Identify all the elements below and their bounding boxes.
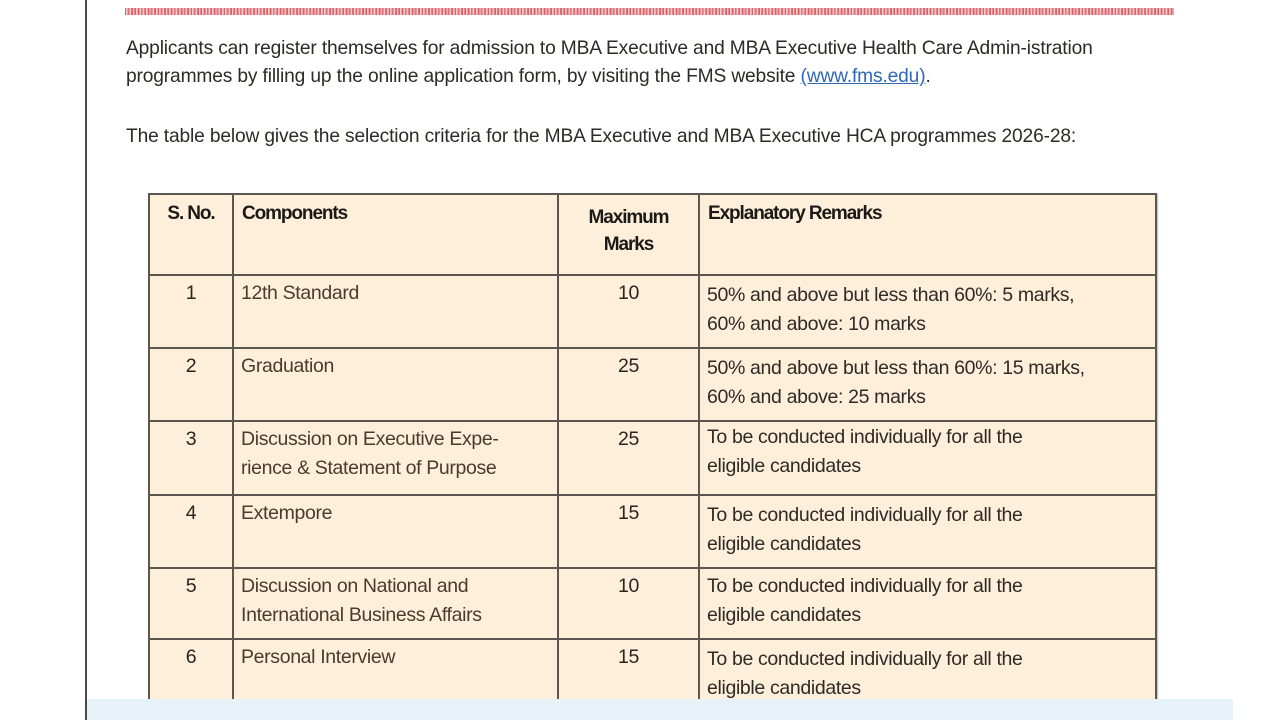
table-row	[149, 421, 1156, 495]
cell-component: Personal Interview	[233, 639, 558, 713]
remarks-line: To be conducted individually for all the	[707, 575, 1023, 597]
remarks-line: 50% and above but less than 60%: 15 marks,	[707, 357, 1085, 379]
header-max-marks	[558, 194, 699, 275]
fms-website-link[interactable]: (www.fms.edu)	[800, 66, 926, 87]
cell-component: Extempore	[233, 495, 558, 568]
remarks-line: 50% and above but less than 60%: 5 marks,	[707, 284, 1075, 306]
cell-sno: 1	[149, 275, 233, 348]
remarks-line: 60% and above: 10 marks	[707, 313, 926, 335]
cell-max-marks: 10	[558, 568, 699, 639]
table-row	[149, 495, 1156, 568]
cell-remarks	[699, 568, 1156, 639]
cell-max-marks: 25	[558, 421, 699, 495]
component-line: Discussion on National and	[241, 575, 469, 597]
next-section-band	[87, 699, 1233, 720]
remarks-line: 60% and above: 25 marks	[707, 386, 926, 408]
cell-max-marks: 10	[558, 275, 699, 348]
remarks-line: To be conducted individually for all the	[707, 648, 1023, 670]
cell-sno: 3	[149, 421, 233, 495]
header-components: Components	[233, 194, 558, 275]
cell-sno: 2	[149, 348, 233, 421]
header-remarks: Explanatory Remarks	[699, 194, 1156, 275]
selection-criteria-table	[148, 193, 1157, 714]
remarks-line: To be conducted individually for all the	[707, 504, 1023, 526]
cell-remarks	[699, 495, 1156, 568]
header-max-marks-line1: Maximum	[588, 207, 669, 228]
remarks-line: eligible candidates	[707, 604, 861, 626]
page-left-border	[85, 0, 87, 720]
component-line: Discussion on Executive Expe-	[241, 428, 499, 450]
remarks-line: eligible candidates	[707, 677, 861, 699]
cell-component: Graduation	[233, 348, 558, 421]
table-row	[149, 348, 1156, 421]
cell-max-marks: 15	[558, 495, 699, 568]
cell-sno: 4	[149, 495, 233, 568]
remarks-line: eligible candidates	[707, 455, 861, 477]
table-row	[149, 568, 1156, 639]
component-line: International Business Affairs	[241, 604, 482, 626]
cell-component: 12th Standard	[233, 275, 558, 348]
cell-component	[233, 421, 558, 495]
cell-sno: 5	[149, 568, 233, 639]
table-intro-paragraph: The table below gives the selection criteria for the MBA Executive and MBA Executive HCA programmes 2026-28:	[126, 126, 1077, 147]
cell-max-marks: 15	[558, 639, 699, 713]
cell-sno: 6	[149, 639, 233, 713]
section-divider-rule	[125, 8, 1174, 15]
table-row	[149, 275, 1156, 348]
cell-remarks	[699, 348, 1156, 421]
table-header-row	[149, 194, 1156, 275]
component-line: rience & Statement of Purpose	[241, 457, 497, 479]
registration-paragraph	[126, 35, 1171, 91]
remarks-line: eligible candidates	[707, 533, 861, 555]
registration-text-end: .	[925, 66, 931, 87]
remarks-line: To be conducted individually for all the	[707, 426, 1023, 448]
cell-max-marks: 25	[558, 348, 699, 421]
cell-component	[233, 568, 558, 639]
header-sno: S. No.	[149, 194, 233, 275]
cell-remarks	[699, 421, 1156, 495]
registration-text: Applicants can register themselves for admission to MBA Executive and MBA Executive Health Care Admin-istration programmes by filling up the online application form, by visiting the FMS website	[126, 38, 1093, 87]
cell-remarks	[699, 275, 1156, 348]
header-max-marks-line2: Marks	[603, 234, 654, 255]
